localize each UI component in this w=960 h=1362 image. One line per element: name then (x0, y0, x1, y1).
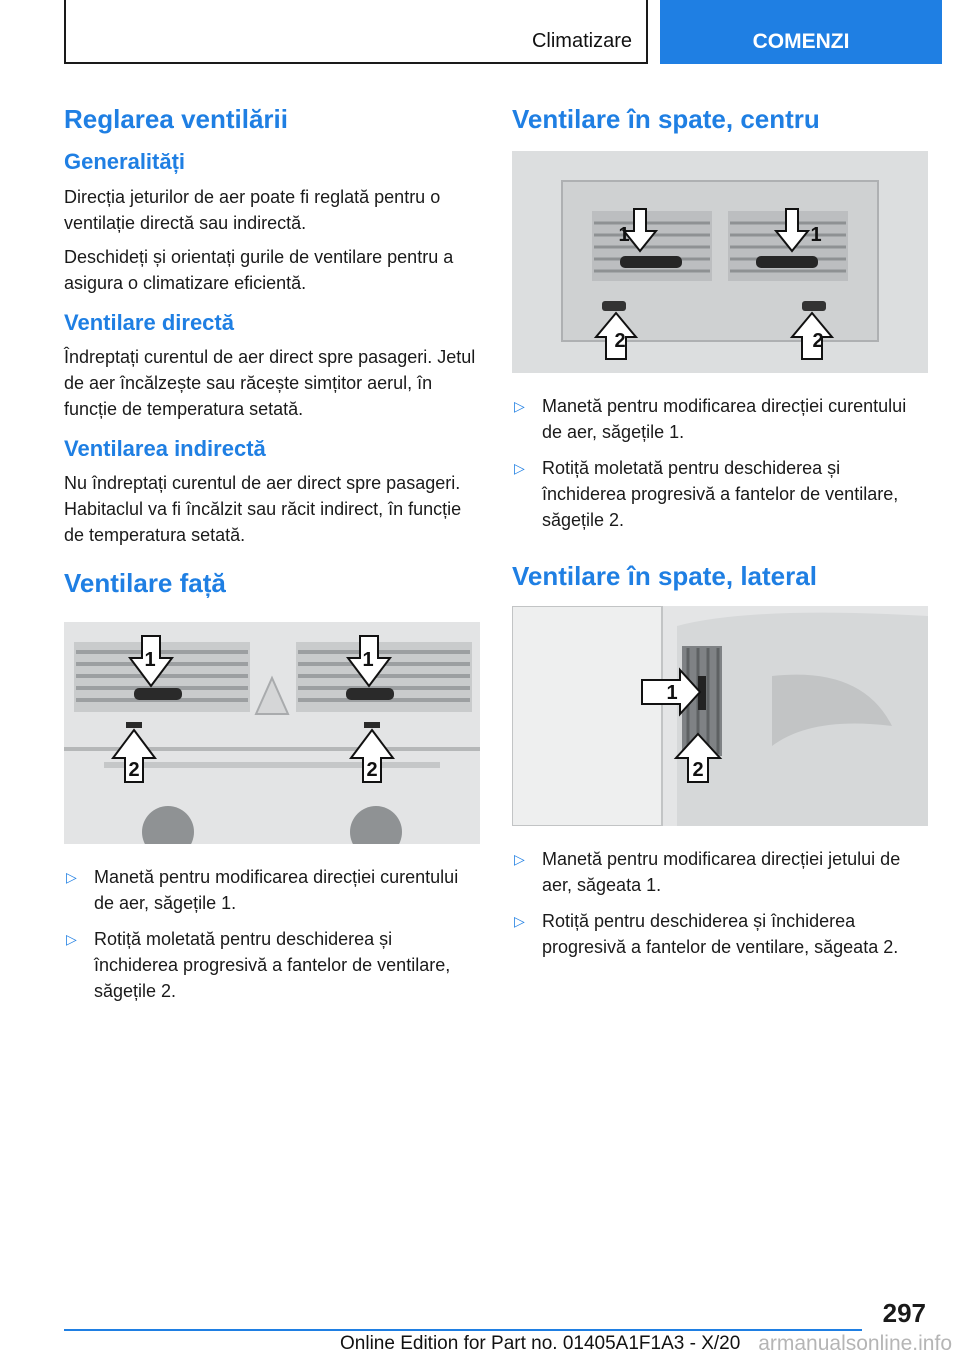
heading-direct-ventilation: Ventilare directă (64, 309, 234, 335)
triangle-bullet-icon: ▷ (514, 460, 525, 477)
label-2-side: 2 (692, 759, 704, 782)
list-item: ▷ Manetă pentru modificarea direcției jetului de aer, săgeata 1. (512, 846, 928, 898)
general-paragraph-1: Direcția jeturilor de aer poate fi reglată pentru o ventilație directă sau indirectă. (64, 186, 441, 233)
label-2-rear-left: 2 (614, 330, 626, 353)
label-1-left: 1 (144, 648, 156, 671)
label-1-right: 1 (362, 648, 374, 671)
watermark: armanualsonline.info (758, 1332, 952, 1355)
rear-left-vent (592, 211, 712, 281)
front-left-vent (74, 642, 250, 712)
heading-indirect-ventilation: Ventilarea indirectă (64, 435, 266, 461)
header-chapter-tab[interactable] (660, 0, 942, 64)
triangle-bullet-icon: ▷ (66, 868, 77, 885)
header-chapter-label: COMENZI (752, 30, 850, 53)
front-right-vent (296, 642, 472, 712)
list-item: ▷ Rotiță pentru deschiderea și închiderea progresivă a fantelor de ventilare, săgeata 2. (512, 908, 928, 960)
left-column (64, 98, 480, 1014)
front-ventilation-list (64, 864, 480, 1004)
triangle-bullet-icon: ▷ (514, 398, 525, 415)
list-item: ▷ Rotiță moletată pentru deschiderea și închiderea progresivă a fantelor de ventilare, săgețile 2. (64, 926, 480, 1004)
page-number: 297 (882, 1298, 926, 1328)
right-column (512, 98, 928, 970)
front-vents-illustration (64, 622, 480, 844)
triangle-bullet-icon: ▷ (66, 930, 77, 947)
heading-general: Generalități (64, 149, 186, 175)
label-2-left: 2 (128, 758, 140, 781)
list-item: ▷ Rotiță moletată pentru deschiderea și închiderea progresivă a fantelor de ventilare, săgețile 2. (512, 455, 928, 533)
label-1-side: 1 (666, 682, 678, 705)
heading-rear-side-ventilation: Ventilare în spate, lateral (512, 561, 817, 592)
list-item: ▷ Manetă pentru modificarea direcției curentului de aer, săgețile 1. (64, 864, 480, 916)
rear-center-list (512, 393, 928, 533)
rear-side-vent-illustration (512, 606, 928, 826)
label-2-right: 2 (366, 758, 378, 781)
rear-side-list (512, 846, 928, 960)
label-1-rear-right: 1 (810, 224, 822, 247)
list-item: ▷ Manetă pentru modificarea direcției curentului de aer, săgețile 1. (512, 393, 928, 445)
footer-rule (64, 1329, 862, 1331)
rear-center-vents-illustration (512, 151, 928, 373)
triangle-bullet-icon: ▷ (514, 851, 525, 868)
label-2-rear-right: 2 (812, 330, 824, 353)
heading-rear-center-ventilation: Ventilare în spate, centru (512, 104, 820, 134)
general-paragraph-2: Deschideți și orientați gurile de ventilare pentru a asigura o climatizare eficientă. (64, 246, 454, 293)
direct-paragraph: Îndreptați curentul de aer direct spre pasageri. Jetul de aer încălzește sau răcește simțitor aerul, în funcție de temperatura setată. (64, 346, 476, 419)
title-air-distribution: Reglarea ventilării (64, 104, 288, 134)
triangle-bullet-icon: ▷ (514, 913, 525, 930)
label-1-rear-left: 1 (618, 224, 630, 247)
heading-front-ventilation: Ventilare față (64, 568, 226, 599)
footer-edition-text: Online Edition for Part no. 01405A1F1A3 - X/20 (340, 1333, 741, 1354)
indirect-paragraph: Nu îndreptați curentul de aer direct spre pasageri. Habitaclul va fi încălzit sau răcit indirect, în funcție de temperatura setată. (64, 473, 462, 546)
header-section-title: Climatizare (531, 30, 632, 52)
